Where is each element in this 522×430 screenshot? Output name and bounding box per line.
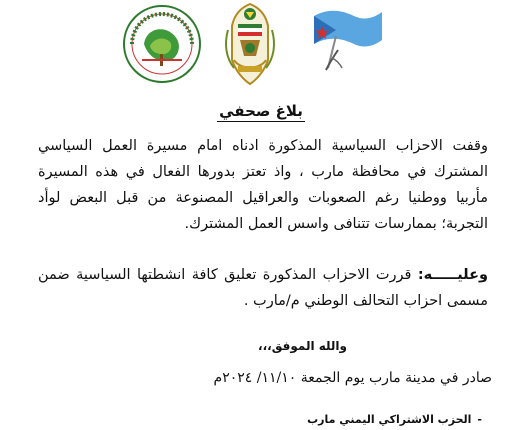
party-emblem-left xyxy=(120,2,204,86)
signatory xyxy=(307,413,482,426)
party-flag-right xyxy=(308,6,388,82)
paragraph-2-lead: وعليـــــه: xyxy=(417,267,488,283)
document-title-text: بلاغ صحفي xyxy=(219,102,303,120)
body-paragraph-2 xyxy=(38,262,488,314)
issued-date: صادر في مدينة مارب يوم الجمعة ١١/١٠/ ٢٠٢٤م xyxy=(213,370,492,386)
body-paragraph-1 xyxy=(38,133,488,237)
paragraph-1-text: وقفت الاحزاب السياسية المذكورة ادناه امام مسيرة العمل السياسي المشترك في محافظة مارب ، واذ تعتز بدورها الفعال في هذه المسيرة مأربيا ووطنيا رغم الصعوبات والعراقيل المصنوعة من قبل البعض لوأد التجربة؛ بممارسات تتنافى واسس العمل المشترك. xyxy=(38,138,488,232)
paragraph-2 xyxy=(38,262,488,314)
paragraph-2-text: قررت الاحزاب المذكورة تعليق كافة انشطتها السياسية ضمن مسمى احزاب التحالف الوطني م/مارب . xyxy=(38,267,488,309)
signatory-dash: - xyxy=(477,413,482,426)
party-emblem-center xyxy=(220,0,280,88)
document-title xyxy=(0,102,522,120)
closing-line: والله الموفق،،، xyxy=(258,339,347,353)
signatory-name: الحزب الاشتراكي اليمني مارب xyxy=(307,413,472,426)
logos-header xyxy=(0,0,522,96)
